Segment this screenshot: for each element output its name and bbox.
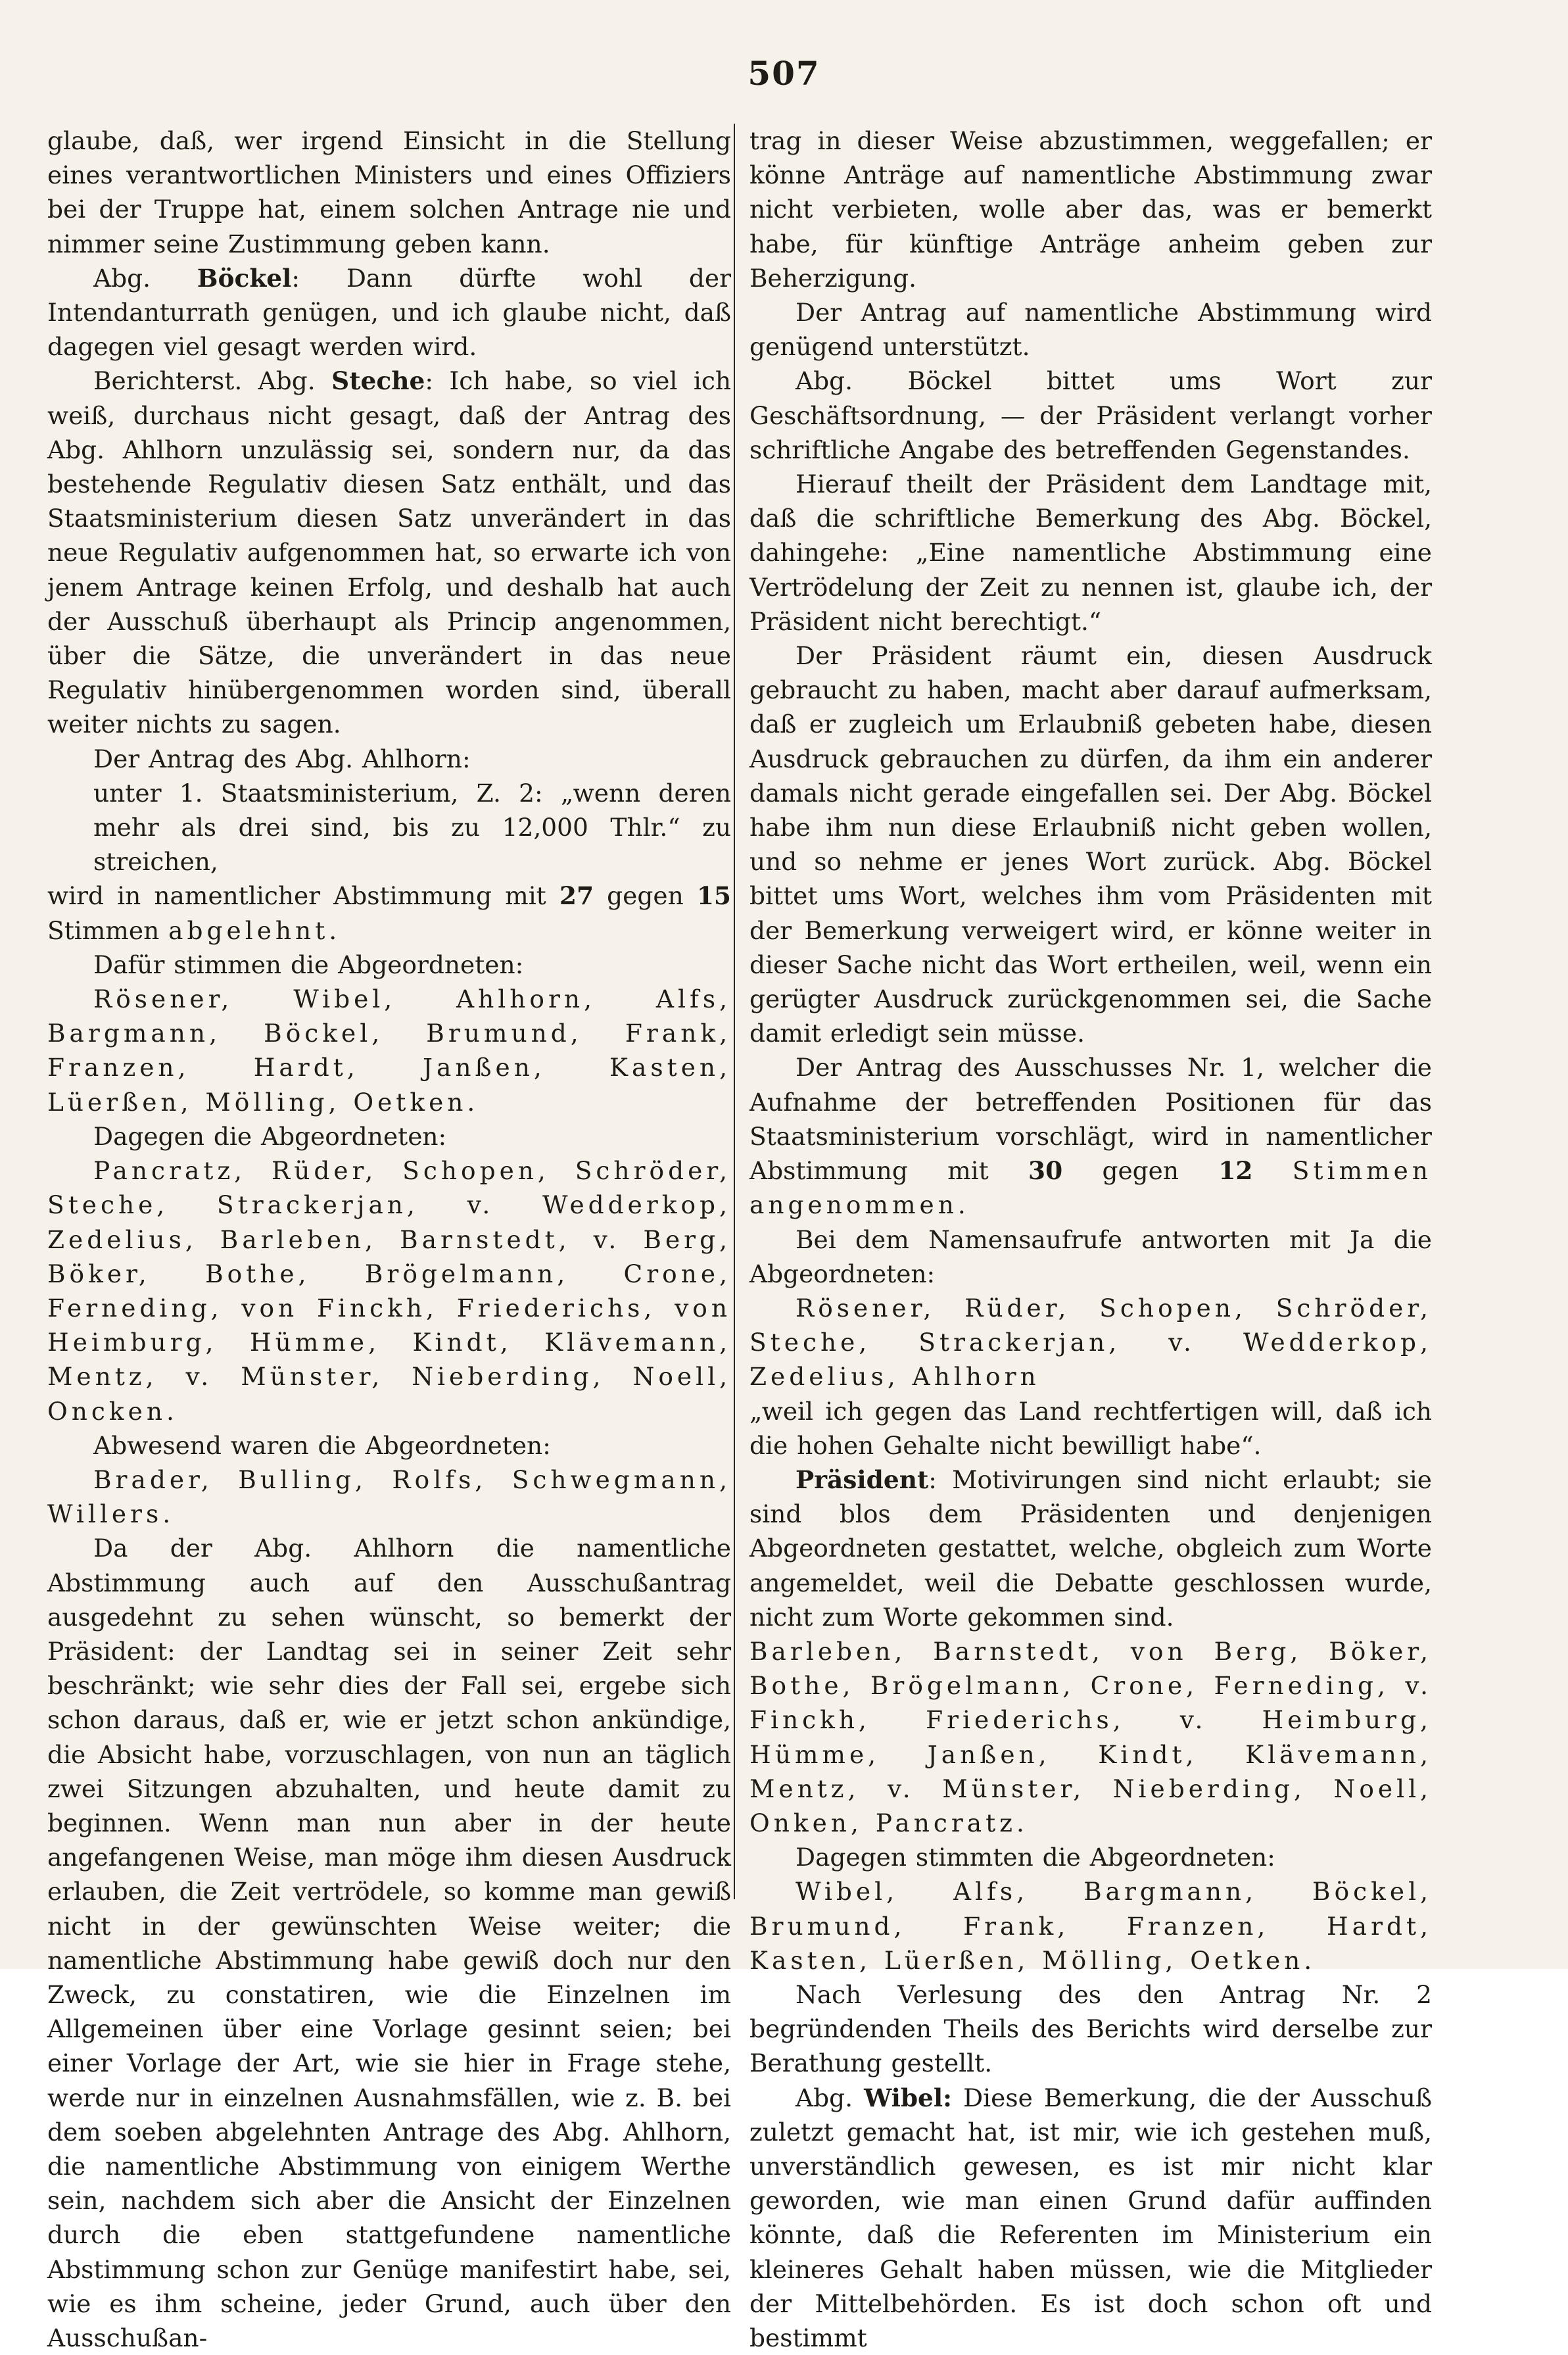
page-number: 507 <box>748 54 820 93</box>
right-column <box>749 124 1432 2355</box>
vote-count: 12 <box>1218 1156 1253 1186</box>
paragraph: Hierauf theilt der Präsident dem Landtage mit, daß die schriftliche Bemerkung des Abg. Böckel, dahingehe: „Eine namentliche Abstimmung eine Vertrödelung der Zeit zu nennen ist, glaube ich, der Präsident nicht berechtigt.“ <box>749 470 1432 636</box>
name-list: Brader, Bulling, Rolfs, Schwegmann, Willers. <box>47 1465 731 1529</box>
paragraph: Abwesend waren die Abgeordneten: <box>93 1430 551 1460</box>
name-list: Barleben, Barnstedt, von Berg, Böker, Bothe, Brögelmann, Crone, Ferneding, v. Finckh, Friederichs, v. Heimburg, Hümme, Janßen, Kindt, Klävemann, Mentz, v. Münster, Nieberding, Noell, Onken, Pancratz. <box>749 1636 1432 1837</box>
paragraph: glaube, daß, wer irgend Einsicht in die Stellung eines verantwortlichen Ministers und eines Offiziers bei der Truppe hat, einem solchen Antrage nie und nimmer seine Zustimmung geben kann. <box>47 126 731 258</box>
paragraph: Dafür stimmen die Abgeordneten: <box>93 950 524 979</box>
paragraph: Bei dem Namensaufrufe antworten mit Ja die Abgeordneten: <box>749 1225 1432 1288</box>
paragraph: Dagegen stimmten die Abgeordneten: <box>796 1843 1275 1872</box>
paragraph: wird in namentlicher Abstimmung mit 27 gegen 15 Stimmen abgelehnt. <box>47 881 732 945</box>
speaker-prefix: Abg. <box>93 263 151 293</box>
speaker-name: Präsident <box>796 1465 929 1494</box>
paragraph: Nach Verlesung des den Antrag Nr. 2 begründenden Theils des Berichts wird derselbe zur Berathung gestellt. <box>749 1979 1432 2078</box>
paragraph: Präsident: Motivirungen sind nicht erlaubt; sie sind blos dem Präsidenten und denjenigen Abgeordneten gestattet, welche, obgleich zum Worte angemeldet, weil die Debatte geschlossen wurde, nicht zum Worte gekommen sind. <box>749 1465 1432 1632</box>
paragraph <box>47 261 731 364</box>
paragraph-text: : Ich habe, so viel ich weiß, durchaus nicht gesagt, daß der Antrag des Abg. Ahlhorn unzulässig sei, sondern nur, da das bestehende Regulativ diesen Satz enthält, und das Staatsministerium diesen Satz unverändert in das neue Regulativ aufgenommen hat, so erwarte ich von jenem Antrage keinen Erfolg, und deshalb hat auch der Ausschuß überhaupt als Princip angenommen, über die Sätze, die unverändert in das neue Regulativ hinübergenommen worden sind, überall weiter nichts zu sagen. <box>47 366 731 739</box>
paragraph: Der Antrag auf namentliche Abstimmung wird genügend unterstützt. <box>749 298 1432 362</box>
name-list: Rösener, Rüder, Schopen, Schröder, Steche, Strackerjan, v. Wedderkop, Zedelius, Ahlhorn <box>749 1293 1432 1392</box>
name-list: Rösener, Wibel, Ahlhorn, Alfs, Bargmann, Böckel, Brumund, Frank, Franzen, Hardt, Janßen, Kasten, Lüerßen, Mölling, Oetken. <box>47 984 731 1117</box>
speaker-name: Wibel: <box>864 2083 952 2112</box>
paragraph <box>47 364 731 741</box>
paragraph: Abg. Böckel bittet ums Wort zur Geschäftsordnung, — der Präsident verlangt vorher schriftliche Angabe des betreffenden Gegenstandes. <box>749 366 1432 464</box>
left-column <box>47 124 731 2355</box>
vote-count: 15 <box>696 881 732 911</box>
name-list: Wibel, Alfs, Bargmann, Böckel, Brumund, Frank, Franzen, Hardt, Kasten, Lüerßen, Mölling, Oetken. <box>749 1877 1432 1975</box>
paragraph: trag in dieser Weise abzustimmen, weggefallen; er könne Anträge auf namentliche Abstimmung zwar nicht verbieten, wolle aber das, was er bemerkt habe, für künftige Anträge anheim geben zur Beherzigung. <box>749 126 1432 293</box>
paragraph: Da der Abg. Ahlhorn die namentliche Abstimmung auch auf den Ausschußantrag ausgedehnt zu sehen wünscht, so bemerkt der Präsident: der Landtag sei in seiner Zeit sehr beschränkt; wie sehr dies der Fall sei, ergebe sich schon daraus, daß er, wie er jetzt schon ankündige, die Absicht habe, vorzuschlagen, von nun an täglich zwei Sitzungen abzuhalten, und heute damit zu beginnen. Wenn man nun aber in der heute angefangenen Weise, man möge ihm diesen Ausdruck erlauben, die Zeit vertrödele, so komme man gewiß nicht in der gewünschten Weise weiter; die namentliche Abstimmung habe gewiß doch nur den Zweck, zu constatiren, wie die Einzelnen im Allgemeinen über eine Vorlage gesinnt seien; bei einer Vorlage der Art, wie sie hier in Frage stehe, werde nur in einzelnen Ausnahmsfällen, wie z. B. bei dem soeben abgelehnten Antrage des Abg. Ahlhorn, die namentliche Abstimmung von einigem Werthe sein, nachdem sich aber die Ansicht der Einzelnen durch die eben stattgefundene namentliche Abstimmung schon zur Genüge manifestirt habe, sei, wie es ihm scheine, jeder Grund, auch über den Ausschußan- <box>47 1534 731 2352</box>
motion-quote: unter 1. Staatsministerium, Z. 2: „wenn deren mehr als drei sind, bis zu 12,000 Thlr.“ zu streichen, <box>93 778 731 877</box>
speaker-name: Böckel <box>197 263 292 293</box>
paragraph: Der Antrag des Ausschusses Nr. 1, welcher die Aufnahme der betreffenden Positionen für das Staatsministerium vorschlägt, wird in namentlicher Abstimmung mit 30 gegen 12 Stimmen angenommen. <box>749 1053 1432 1220</box>
vote-count: 30 <box>1028 1156 1063 1186</box>
paragraph: Der Antrag des Abg. Ahlhorn: <box>93 744 471 773</box>
vote-result: Stimmen angenommen. <box>749 1156 1432 1220</box>
name-list: Pancratz, Rüder, Schopen, Schröder, Steche, Strackerjan, v. Wedderkop, Zedelius, Barleben, Barnstedt, v. Berg, Böker, Bothe, Brögelmann, Crone, Ferneding, von Finckh, Friederichs, von Heimburg, Hümme, Kindt, Klävemann, Mentz, v. Münster, Nieberding, Noell, Oncken. <box>47 1156 731 1426</box>
vote-count: 27 <box>559 881 594 911</box>
paragraph: Dagegen die Abgeordneten: <box>93 1121 447 1151</box>
speaker-prefix: Berichterst. Abg. <box>93 366 316 396</box>
paragraph-text: : Dann dürfte wohl der Intendanturrath genügen, und ich glaube nicht, daß dagegen viel gesagt werden wird. <box>47 263 731 362</box>
speaker-name: Steche <box>331 366 425 396</box>
paragraph: Abg. Wibel: Diese Bemerkung, die der Ausschuß zuletzt gemacht hat, ist mir, wie ich gestehen muß, unverständlich gewesen, es ist mir nicht klar geworden, wie man einen Grund dafür auffinden könnte, daß die Referenten im Ministerium ein kleineres Gehalt haben müssen, wie die Mitglieder der Mittelbehörden. Es ist doch schon oft und bestimmt <box>749 2083 1432 2352</box>
quote: „weil ich gegen das Land rechtfertigen will, daß ich die hohen Gehalte nicht bewilligt habe“. <box>749 1396 1432 1460</box>
column-divider <box>734 124 735 1899</box>
vote-result: abgelehnt. <box>168 915 341 945</box>
paragraph: Der Präsident räumt ein, diesen Ausdruck gebraucht zu haben, macht aber darauf aufmerksam, daß er zugleich um Erlaubniß gebeten habe, diesen Ausdruck gebrauchen zu dürfen, da ihm ein anderer damals nicht gerade eingefallen sei. Der Abg. Böckel habe ihm nun diese Erlaubniß nicht geben wollen, und so nehme er jenes Wort zurück. Abg. Böckel bittet ums Wort, welches ihm vom Präsidenten mit der Bemerkung verweigert wird, er könne weiter in dieser Sache nicht das Wort ertheilen, weil, wenn ein gerügter Ausdruck zurückgenommen sei, die Sache damit erledigt sein müsse. <box>749 641 1432 1048</box>
